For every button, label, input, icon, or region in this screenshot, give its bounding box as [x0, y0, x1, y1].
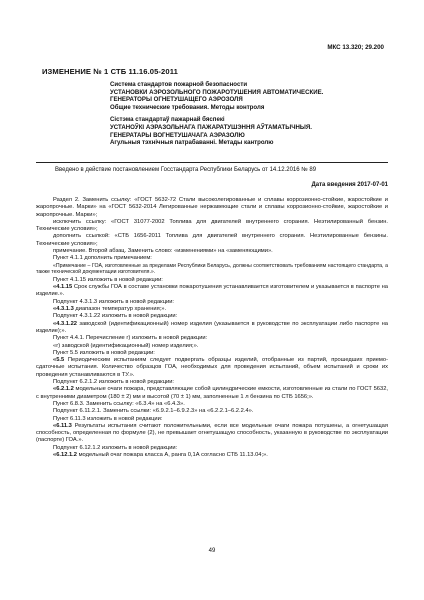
paragraph: Пункт 5.5 изложить в новой редакции:	[53, 349, 155, 356]
paragraph: примечание. Второй абзац. Заменить слово: «изменениями» на «заменяющими».	[53, 248, 273, 255]
paragraph: Пункт 6.8.3. Заменить ссылку: «6.3.4» на «6.4.3».	[53, 400, 185, 407]
paragraph	[36, 386, 388, 401]
paragraph: исключить ссылку: «ГОСТ 31077-2002 Топлива для двигателей внутреннего сгорания. Неэтилированный бензин. Технические условия»;	[36, 218, 388, 233]
paragraph: Подпункт 4.3.1.22 изложить в новой редакции:	[53, 313, 178, 320]
title-ru-line: Общие технические требования. Методы контроля	[110, 103, 265, 111]
paragraph	[36, 357, 388, 379]
paragraph: Пункт 6.11.3 изложить в новой редакции:	[53, 415, 163, 422]
paragraph	[36, 284, 388, 299]
clause-text: диапазон температур хранения;».	[73, 306, 167, 313]
paragraph: Подпункт 6.12.1.2 изложить в новой редакции:	[53, 444, 178, 451]
paragraph: Раздел 2. Заменить ссылку: «ГОСТ 5632-72 Стали высоколегированные и сплавы коррозионно-стойкие, жаростойкие и жаропрочные. Марки» на «ГОСТ 5632-2014 Легированные нержавеющие стали и сплавы коррозионно-стойкие, жаростойкие и жаропрочные. Марки»;	[36, 197, 388, 218]
title-ru-line: ГЕНЕРАТОРЫ ОГНЕТУШАЩЕГО АЭРОЗОЛЯ	[110, 96, 243, 104]
document-body	[36, 197, 388, 459]
paragraph: Пункт 4.1.15 изложить в новой редакции:	[53, 276, 163, 283]
title-by-line: Агульныя тэхнічныя патрабаванні. Метады кантролю	[110, 139, 274, 147]
paragraph	[36, 452, 388, 459]
divider-line	[36, 162, 388, 163]
mks-code: МКС 13.320; 29.200	[327, 44, 384, 51]
paragraph: «г) заводской (идентификационный) номер изделия;».	[53, 342, 199, 349]
paragraph: Подпункт 6.2.1.2 изложить в новой редакции:	[53, 379, 175, 386]
clause-number: «6.11.3	[53, 422, 72, 429]
paragraph: Пункт 4.4.1. Перечисление г) изложить в новой редакции:	[53, 335, 208, 342]
clause-text: модельный очаг пожара класса А, ранга 0,1А согласно СТБ 11.13.04;».	[76, 451, 268, 458]
note-paragraph: «Примечание – ГОА, изготовленные за пределами Республики Беларусь, должны соответствовать требованиям настоящего стандарта, а также технической документации изготовителя.».	[36, 262, 388, 276]
clause-text: Срок службы ГОА в составе установки пожаротушения устанавливается изготовителем и указывается в паспорте на изделие.».	[36, 284, 388, 298]
title-ru-line: Система стандартов пожарной безопасности	[110, 81, 248, 88]
clause-number: «5.5	[53, 357, 65, 364]
page-number: 49	[208, 548, 216, 554]
title-by-line: Сістэма стандартаў пажарнай бяспекі	[110, 116, 225, 124]
intro-text: Введено в действие постановлением Госстандарта Республики Беларусь от 14.12.2016 № 89	[55, 167, 317, 173]
title-ru-line: УСТАНОВКИ АЭРОЗОЛЬНОГО ПОЖАРОТУШЕНИЯ АВТОМАТИЧЕСКИЕ.	[110, 88, 324, 96]
clause-number: «6.12.1.2	[53, 451, 77, 458]
paragraph: Подпункт 4.3.1.3 изложить в новой редакции:	[53, 298, 175, 305]
title-by-line: ГЕНЕРАТАРЫ ВОГНЕТУШАЧАГА АЭРАЗОЛЮ	[110, 131, 245, 139]
clause-number: «4.1.15	[53, 284, 73, 291]
change-title: ИЗМЕНЕНИЕ № 1 СТБ 11.16.05-2011	[42, 67, 178, 76]
paragraph	[36, 321, 388, 336]
title-by-line: УСТАНОЎКІ АЭРАЗОЛЬНАГА ПАЖАРАТУШЭННЯ АЎТАМАТЫЧНЫЯ.	[110, 123, 312, 131]
standard-titles	[110, 81, 390, 152]
title-block-by	[110, 116, 390, 146]
effective-date: Дата введения 2017-07-01	[311, 182, 388, 188]
clause-number: «4.3.1.22	[53, 320, 77, 327]
clause-number: «6.2.1.2	[53, 386, 74, 393]
clause-text: заводской (идентификационный) номер изделия (указывается в руководстве по эксплуатации либо паспорте на изделие);».	[36, 320, 388, 334]
clause-text: Результаты испытания считают положительными, если все модельные очаги пожара потушены, а огнетушащая способность, определенная по формуле (2), не превышает огнетушащую способность, указанную в руководстве по эксплуатации (паспорте) ГОА.».	[36, 422, 388, 444]
clause-number: «4.3.1.3	[53, 306, 74, 313]
title-block-ru	[110, 81, 390, 111]
paragraph: дополнить ссылкой: «СТБ 1656-2011 Топлива для двигателей внутреннего сгорания. Неэтилированные бензины. Технические условия»;	[36, 233, 388, 247]
paragraph	[36, 423, 388, 445]
clause-text: Периодическим испытаниям следует подвергать образцы изделий, отобранные из партий, прошедших приемо-сдаточные испытания. Количество образцов ГОА, необходимых для проведения испытаний, объем испытаний и сроки их проведения устанавливаются в ТУ.».	[36, 357, 388, 378]
paragraph: Пункт 4.1.1 дополнить примечанием:	[53, 255, 152, 262]
paragraph: Подпункт 6.11.2.1. Заменить ссылки: «6.9.2.1–6.9.2.3» на «6.2.2.1–6.2.2.4».	[53, 408, 254, 415]
clause-text: модельные очаги пожара, представляющие собой цилиндрические емкости, изготовленные из стали по ГОСТ 5632, с внутренними диаметром (180 ± 2) мм и высотой (70 ± 1) мм, заполненные 1 л бензина по СТБ 1656;».	[36, 386, 388, 400]
